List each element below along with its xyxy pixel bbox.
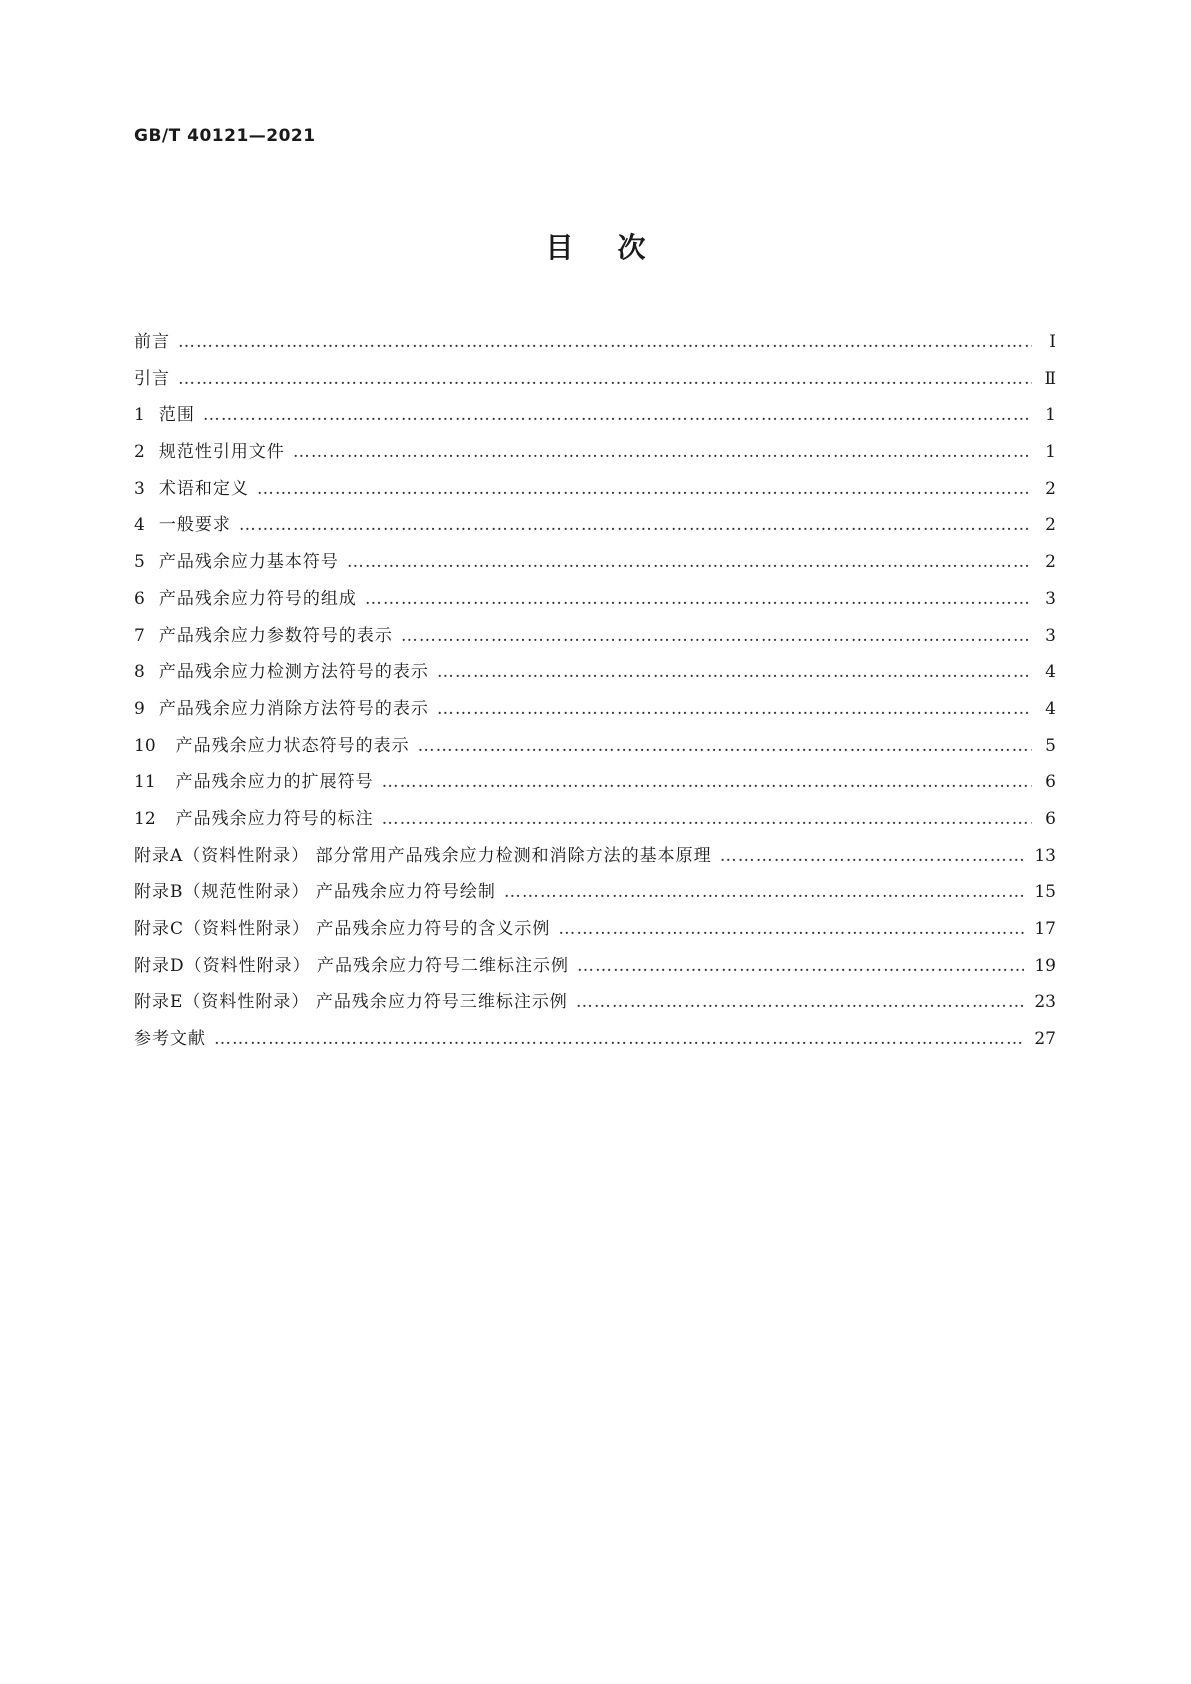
toc-leader (401, 618, 1032, 655)
toc-entry-number: 6 (134, 588, 145, 609)
toc-entry-page: 4 (1045, 698, 1056, 719)
toc-entry[interactable] (134, 691, 1056, 728)
toc-entry-page: 15 (1034, 882, 1056, 903)
toc-entry[interactable] (134, 507, 1056, 544)
toc-entry-label: 附录A（资料性附录） 部分常用产品残余应力检测和消除方法的基本原理 (134, 845, 712, 866)
toc-leader (365, 581, 1032, 618)
toc-title: 目次 (545, 231, 690, 264)
toc-entry-page: 27 (1034, 1029, 1056, 1050)
toc-entry-label: 产品残余应力符号的组成 (158, 588, 357, 609)
toc-entry[interactable] (134, 324, 1056, 361)
toc-entry-page: 2 (1045, 478, 1056, 499)
toc-entry-page: 23 (1034, 992, 1056, 1013)
toc-entry-label: 产品残余应力的扩展符号 (175, 772, 374, 793)
toc-entry-label: 参考文献 (134, 1029, 206, 1050)
toc-leader (577, 948, 1024, 985)
toc-leader (576, 984, 1025, 1021)
toc-leader (418, 728, 1032, 765)
toc-entry-page: 5 (1045, 735, 1056, 756)
toc-entry-label: 规范性引用文件 (158, 442, 285, 463)
toc-entry-page: 4 (1045, 662, 1056, 683)
toc-leader (720, 838, 1025, 875)
toc-entry-number: 3 (134, 478, 145, 499)
toc-entry-number: 1 (134, 405, 145, 426)
toc-entry-page: Ⅱ (1044, 368, 1056, 389)
toc-entry-number: 7 (134, 625, 145, 646)
toc-entry[interactable] (134, 1021, 1056, 1058)
toc-entry-label: 产品残余应力基本符号 (158, 552, 339, 573)
toc-leader (293, 434, 1032, 471)
toc-leader (178, 361, 1032, 398)
toc-entry[interactable] (134, 471, 1056, 508)
toc-entry[interactable] (134, 984, 1056, 1021)
toc-entry[interactable] (134, 948, 1056, 985)
toc-entry[interactable] (134, 397, 1056, 434)
toc-leader (504, 874, 1024, 911)
toc-entry-page: 1 (1045, 442, 1056, 463)
toc-entry-label: 产品残余应力状态符号的表示 (175, 735, 410, 756)
toc-entry-number: 12 (134, 808, 156, 829)
toc-entry[interactable] (134, 361, 1056, 398)
toc-entry-page: 3 (1045, 588, 1056, 609)
toc-entry[interactable] (134, 874, 1056, 911)
toc-entry-page: 6 (1045, 808, 1056, 829)
toc-entry[interactable] (134, 581, 1056, 618)
toc-leader (178, 324, 1032, 361)
toc-leader (239, 507, 1032, 544)
toc-entry-label: 产品残余应力符号的标注 (175, 808, 374, 829)
toc-entry-number: 5 (134, 552, 145, 573)
toc-entry-page: 2 (1045, 552, 1056, 573)
toc-entry-label: 产品残余应力消除方法符号的表示 (158, 698, 429, 719)
toc-entry[interactable] (134, 728, 1056, 765)
toc-entry-number: 11 (134, 772, 156, 793)
toc-entry-page: 6 (1045, 772, 1056, 793)
toc-entry-number: 9 (134, 698, 145, 719)
toc-leader (257, 471, 1032, 508)
toc-entry-label: 范围 (158, 405, 195, 426)
toc-entry-label: 产品残余应力参数符号的表示 (158, 625, 393, 646)
toc-entry[interactable] (134, 618, 1056, 655)
toc-entry-number: 2 (134, 442, 145, 463)
toc-entry[interactable] (134, 801, 1056, 838)
toc-entry[interactable] (134, 654, 1056, 691)
toc-leader (382, 801, 1032, 838)
toc-entry[interactable] (134, 764, 1056, 801)
toc-entry-label: 引言 (134, 368, 170, 389)
toc-entry[interactable] (134, 434, 1056, 471)
toc-entry-page: 19 (1034, 955, 1056, 976)
toc-entry[interactable] (134, 544, 1056, 581)
toc-list (134, 324, 1056, 1058)
toc-entry-number: 4 (134, 515, 145, 536)
toc-entry-label: 产品残余应力检测方法符号的表示 (158, 662, 429, 683)
toc-entry-number: 10 (134, 735, 156, 756)
standard-number: GB/T 40121—2021 (134, 126, 316, 146)
toc-leader (347, 544, 1032, 581)
toc-leader (437, 691, 1032, 728)
toc-leader (203, 397, 1032, 434)
toc-entry-page: 1 (1045, 405, 1056, 426)
toc-entry-label: 附录C（资料性附录） 产品残余应力符号的含义示例 (134, 919, 551, 939)
toc-entry-label: 术语和定义 (158, 478, 249, 499)
toc-entry-label: 前言 (134, 332, 170, 352)
toc-entry-page: 3 (1045, 625, 1056, 646)
toc-entry-label: 附录B（规范性附录） 产品残余应力符号绘制 (134, 882, 496, 903)
toc-leader (214, 1021, 1024, 1058)
toc-leader (382, 764, 1032, 801)
toc-entry-label: 附录E（资料性附录） 产品残余应力符号三维标注示例 (134, 992, 568, 1013)
toc-leader (437, 654, 1032, 691)
toc-entry-label: 一般要求 (158, 515, 231, 536)
toc-leader (558, 911, 1024, 948)
toc-entry-label: 附录D（资料性附录） 产品残余应力符号二维标注示例 (134, 955, 570, 976)
toc-entry-page: Ⅰ (1049, 332, 1056, 352)
toc-entry[interactable] (134, 838, 1056, 875)
toc-entry-page: 2 (1045, 515, 1056, 536)
toc-entry-page: 17 (1034, 919, 1056, 939)
toc-entry-page: 13 (1034, 845, 1056, 866)
toc-entry[interactable] (134, 911, 1056, 948)
toc-entry-number: 8 (134, 662, 145, 683)
